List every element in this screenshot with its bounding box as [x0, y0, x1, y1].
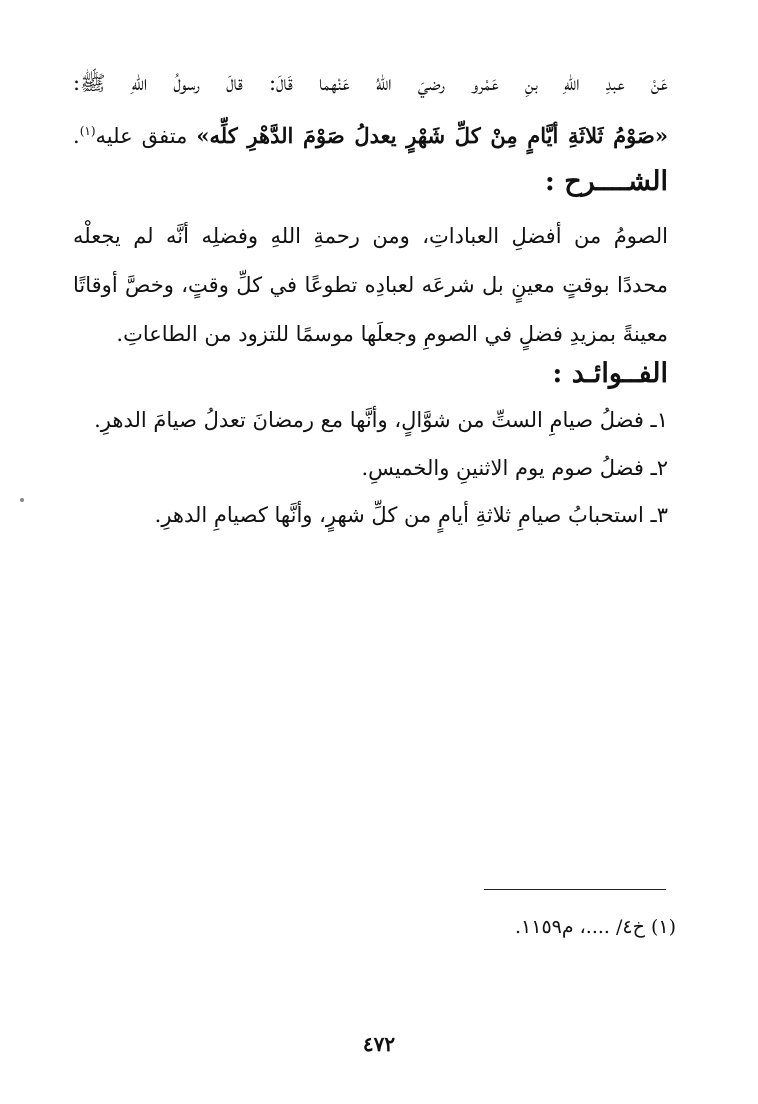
- fawaid-item-1: ١ـ فضلُ صيامِ الستِّ من شوَّالٍ، وأنَّها مع رمضانَ تعدلُ صيامَ الدهرِ.: [94, 408, 668, 432]
- fawaid-item-3: ٣ـ استحبابُ صيامِ ثلاثةِ أيامٍ من كلِّ شهرٍ، وأنَّها كصيامِ الدهرِ.: [154, 503, 668, 527]
- page-number: ٤٧٢: [362, 1032, 396, 1056]
- footnote-text: (١) خ٤/ ....، م١١٥٩.: [515, 916, 676, 938]
- sharh-heading: الشــــرح :: [544, 166, 668, 197]
- fawaid-heading: الفــوائـد :: [552, 358, 668, 389]
- hadith-line-2: «صَوْمُ ثَلاثَةِ أيَّامٍ مِنْ كلِّ شَهْرٍ يعدلُ صَوْمَ الدَّهْرِ كلِّه» متفق عليه$^{(١)}$.: [73, 123, 668, 148]
- hadith-isnad-text: عَنْ عبدِ اللهِ بنِ عَمْرو رضيَ اللهُ عَنْهما قَالَ: قالَ رسولُ اللهِ ﷺ:: [73, 71, 668, 95]
- fawaid-item-2: ٢ـ فضلُ صوم يوم الاثنينِ والخميسِ.: [361, 456, 668, 480]
- hadith-source-text: متفق عليه: [95, 124, 188, 148]
- sharh-line-2: محددًا بوقتٍ معينٍ بل شرعَه لعبادِه تطوعًا في كلِّ وقتٍ، وخصَّ أوقاتًا: [73, 273, 668, 297]
- footnote-divider: [484, 889, 666, 890]
- sharh-line-3: معينةً بمزيدِ فضلٍ في الصومِ وجعلَها موسمًا للتزود من الطاعاتِ.: [116, 322, 668, 346]
- scan-mark: [20, 498, 24, 502]
- hadith-quote-text: «صَوْمُ ثَلاثَةِ أيَّامٍ مِنْ كلِّ شَهْرٍ يعدلُ صَوْمَ الدَّهْرِ كلِّه»: [196, 123, 668, 148]
- footnote-reference: (١): [79, 124, 96, 138]
- sharh-line-1: الصومُ من أفضلِ العباداتِ، ومن رحمةِ اللهِ وفضلِه أنَّه لم يجعلْه: [73, 224, 668, 248]
- hadith-line-1: [73, 66, 668, 100]
